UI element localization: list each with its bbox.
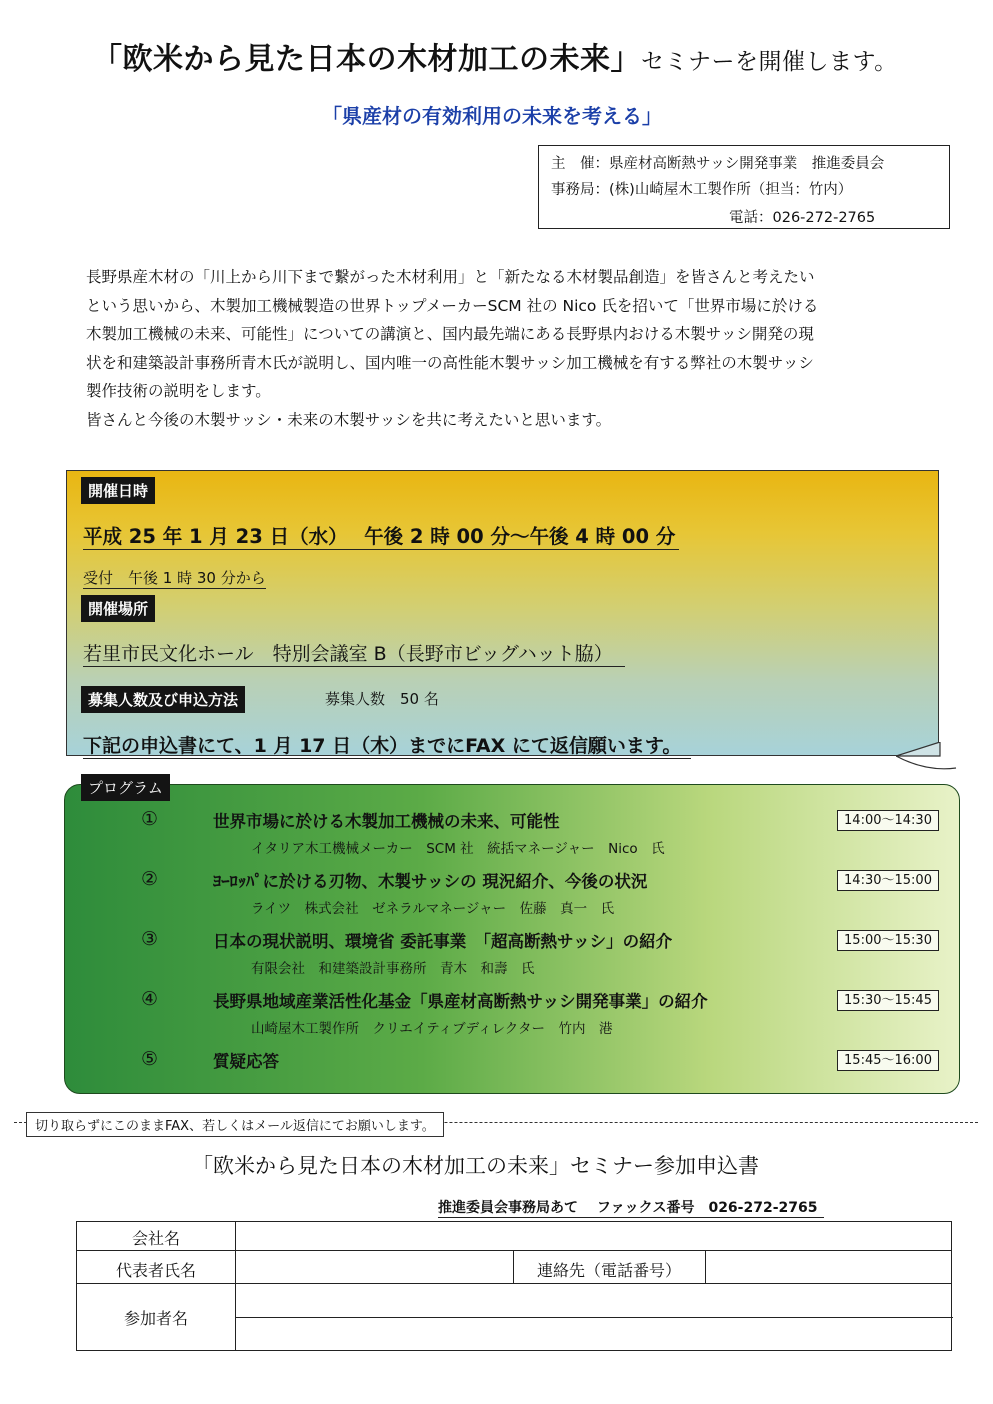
intro-line: という思いから、木製加工機械製造の世界トップメーカーSCM 社の Nico 氏を招いて「世界市場に於ける bbox=[86, 296, 819, 315]
title-suffix: セミナーを開催します。 bbox=[641, 49, 898, 75]
participants-label: 参加者名 bbox=[123, 1309, 188, 1328]
organizer-office: 事務局：(株)山崎屋木工製作所（担当：竹内） bbox=[551, 182, 853, 198]
program-number: ② bbox=[141, 868, 159, 890]
program-number: ③ bbox=[141, 928, 159, 950]
intro-line: 皆さんと今後の木製サッシ・未来の木製サッシを共に考えたいと思います。 bbox=[86, 410, 612, 429]
intro-text bbox=[86, 263, 956, 434]
program-number: ⑤ bbox=[141, 1048, 159, 1070]
program-title: 世界市場に於ける木製加工機械の未来、可能性 bbox=[213, 812, 560, 831]
row-divider bbox=[77, 1283, 951, 1284]
subtitle: 「県産材の有効利用の未来を考える」 bbox=[322, 104, 662, 128]
venue-value: 若里市民文化ホール 特別会議室 B（長野市ビッグハット脇） bbox=[83, 639, 625, 667]
representative-field[interactable] bbox=[237, 1252, 511, 1281]
program-item bbox=[65, 928, 959, 988]
intro-line: 状を和建築設計事務所青木氏が説明し、国内唯一の高性能木製サッシ加工機械を有する弊社の木製サッシ bbox=[86, 353, 814, 372]
program-number: ① bbox=[141, 808, 159, 830]
capacity-value: 募集人数 50 名 bbox=[325, 690, 439, 708]
program-speaker: ライツ 株式会社 ゼネラルマネージャー 佐藤 真一 氏 bbox=[251, 901, 615, 917]
application-form-table bbox=[76, 1221, 952, 1351]
program-title: 質疑応答 bbox=[213, 1052, 279, 1071]
organizer-host: 主 催：県産材高断熱サッシ開発事業 推進委員会 bbox=[551, 156, 885, 172]
program-item bbox=[65, 1048, 959, 1108]
representative-label: 代表者氏名 bbox=[115, 1261, 196, 1280]
intro-line: 製作技術の説明をします。 bbox=[86, 382, 271, 400]
company-field[interactable] bbox=[237, 1224, 951, 1248]
participant-field-1[interactable] bbox=[237, 1285, 951, 1316]
date-value: 平成 25 年 1 月 23 日（水） 午後 2 時 00 分〜午後 4 時 00 分 bbox=[83, 521, 679, 550]
program-time: 15:45〜16:00 bbox=[837, 1050, 939, 1071]
program-number: ④ bbox=[141, 988, 159, 1010]
date-label: 開催日時 bbox=[81, 477, 155, 504]
organizer-phone: 電話：026-272-2765 bbox=[729, 210, 876, 226]
intro-line: 長野県産木材の「川上から川下まで繋がった木材利用」と「新たなる木材製品創造」を皆さんと考えたい bbox=[86, 268, 815, 286]
organizer-box bbox=[538, 145, 950, 229]
contact-label: 連絡先（電話番号） bbox=[536, 1261, 681, 1280]
title-main: 「欧米から見た日本の木材加工の未来」 bbox=[92, 42, 641, 77]
program-speaker: 有限会社 和建築設計事務所 青木 和壽 氏 bbox=[251, 961, 535, 977]
column-divider bbox=[235, 1222, 236, 1350]
event-details-panel bbox=[66, 470, 939, 756]
contact-field[interactable] bbox=[707, 1252, 951, 1281]
cut-note: 切り取らずにこのままFAX、若しくはメール返信にてお願いします。 bbox=[26, 1112, 444, 1137]
program-item bbox=[65, 808, 959, 868]
page-curl-decoration bbox=[896, 742, 960, 786]
capacity-label: 募集人数及び申込方法 bbox=[81, 686, 245, 713]
program-item bbox=[65, 868, 959, 928]
program-speaker: 山崎屋木工製作所 クリエイティブディレクター 竹内 港 bbox=[251, 1021, 613, 1037]
program-label: プログラム bbox=[81, 774, 170, 801]
program-title: ﾖｰﾛｯﾊﾟに於ける刃物、木製サッシの 現況紹介、今後の状況 bbox=[213, 872, 648, 891]
row-divider bbox=[77, 1250, 951, 1251]
program-time: 14:30〜15:00 bbox=[837, 870, 939, 891]
reception-time: 受付 午後 1 時 30 分から bbox=[83, 569, 266, 587]
row-divider bbox=[235, 1317, 953, 1318]
program-time: 15:00〜15:30 bbox=[837, 930, 939, 951]
application-method: 下記の申込書にて、1 月 17 日（木）までにFAX にて返信願います。 bbox=[83, 731, 691, 759]
program-panel bbox=[64, 779, 960, 1094]
page-title bbox=[92, 34, 972, 78]
intro-line: 木製加工機械の未来、可能性」についての講演と、国内最先端にある長野県内おける木製サッシ開発の現 bbox=[86, 325, 814, 343]
venue-label: 開催場所 bbox=[81, 595, 155, 622]
program-item bbox=[65, 988, 959, 1048]
program-speaker: イタリア木工機械メーカー SCM 社 統括マネージャー Nico 氏 bbox=[251, 841, 665, 857]
form-title: 「欧米から見た日本の木材加工の未来」セミナー参加申込書 bbox=[192, 1154, 759, 1178]
participant-field-2[interactable] bbox=[237, 1319, 951, 1350]
form-fax-line: 推進委員会事務局あて ファックス番号 026-272-2765 bbox=[438, 1197, 824, 1218]
column-divider bbox=[705, 1250, 706, 1283]
program-title: 長野県地域産業活性化基金「県産材高断熱サッシ開発事業」の紹介 bbox=[213, 992, 708, 1011]
program-time: 15:30〜15:45 bbox=[837, 990, 939, 1011]
program-title: 日本の現状説明、環境省 委託事業 「超高断熱サッシ」の紹介 bbox=[213, 932, 673, 951]
program-time: 14:00〜14:30 bbox=[837, 810, 939, 831]
company-label: 会社名 bbox=[131, 1229, 180, 1248]
